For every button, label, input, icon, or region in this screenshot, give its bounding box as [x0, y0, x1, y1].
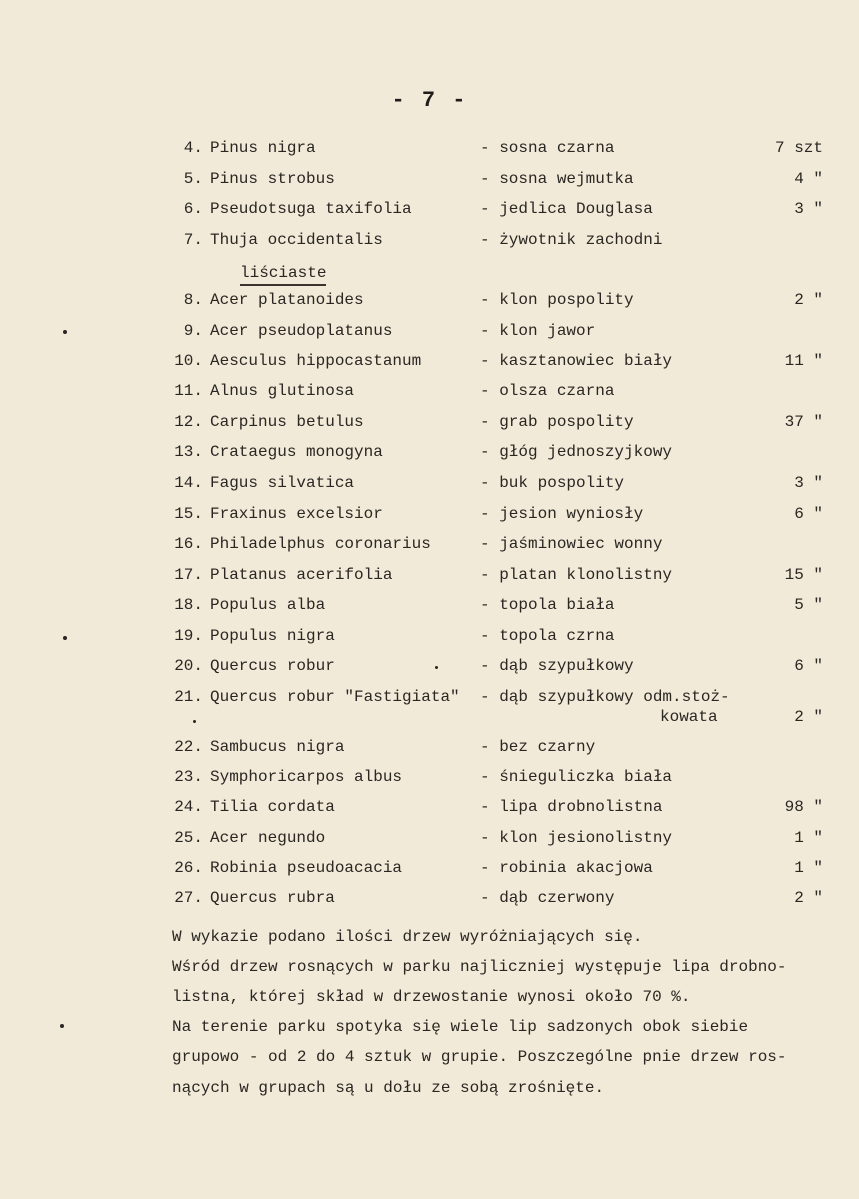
latin-name: Philadelphus coronarius [210, 535, 431, 553]
row-number: 19. [174, 627, 203, 645]
polish-name: - klon pospolity [480, 291, 634, 309]
tree-count: 98 " [784, 798, 823, 816]
paragraph-line: nących w grupach są u dołu ze sobą zrośnięte. [172, 1079, 605, 1097]
row-number: 5. [183, 170, 203, 188]
row-number: 27. [174, 889, 203, 907]
species-row [0, 139, 859, 165]
species-row [0, 413, 859, 439]
polish-name: - klon jawor [480, 322, 596, 340]
paragraph-line: Wśród drzew rosnących w parku najliczniej występuje lipa drobno- [172, 958, 787, 976]
row-number: 8. [183, 291, 203, 309]
row-number: 13. [174, 443, 203, 461]
tree-count: 3 " [794, 474, 823, 492]
latin-name: Acer negundo [210, 829, 326, 847]
species-row [0, 657, 859, 683]
tree-count: 1 " [794, 829, 823, 847]
row-number: 15. [174, 505, 203, 523]
polish-name: - topola biała [480, 596, 615, 614]
latin-name: Symphoricarpos albus [210, 768, 403, 786]
species-row [0, 859, 859, 885]
latin-name: Robinia pseudoacacia [210, 859, 403, 877]
species-row [0, 474, 859, 500]
row-number: 26. [174, 859, 203, 877]
polish-name: - grab pospolity [480, 413, 634, 431]
species-row [0, 170, 859, 196]
latin-name: Pinus nigra [210, 139, 316, 157]
species-row [0, 382, 859, 408]
latin-name: Pinus strobus [210, 170, 335, 188]
polish-name: - platan klonolistny [480, 566, 673, 584]
row-number: 9. [183, 322, 203, 340]
row-number: 12. [174, 413, 203, 431]
polish-name: - śnieguliczka biała [480, 768, 673, 786]
row-number: 4. [183, 139, 203, 157]
species-row [0, 291, 859, 317]
punch-mark [60, 1024, 64, 1028]
row-number: 24. [174, 798, 203, 816]
latin-name: Fagus silvatica [210, 474, 355, 492]
row-number: 21. [174, 688, 203, 706]
tree-count: 37 " [784, 413, 823, 431]
row-number: 16. [174, 535, 203, 553]
latin-name: Acer platanoides [210, 291, 364, 309]
paragraph-line: grupowo - od 2 do 4 sztuk w grupie. Poszczególne pnie drzew ros- [172, 1048, 787, 1066]
species-row [0, 596, 859, 622]
tree-count: 11 " [784, 352, 823, 370]
punch-mark [63, 330, 67, 334]
row-number: 20. [174, 657, 203, 675]
tree-count: 4 " [794, 170, 823, 188]
tree-count: 1 " [794, 859, 823, 877]
polish-name: - bez czarny [480, 738, 596, 756]
polish-name: - kasztanowiec biały [480, 352, 673, 370]
polish-name: - lipa drobnolistna [480, 798, 663, 816]
latin-name: Platanus acerifolia [210, 566, 393, 584]
species-row [0, 566, 859, 592]
latin-name: Fraxinus excelsior [210, 505, 383, 523]
row-number: 22. [174, 738, 203, 756]
paragraph-line: Na terenie parku spotyka się wiele lip sadzonych obok siebie [172, 1018, 749, 1036]
row-number: 6. [183, 200, 203, 218]
latin-name: Crataegus monogyna [210, 443, 383, 461]
polish-name: - żywotnik zachodni [480, 231, 663, 249]
stray-dot [435, 666, 438, 669]
species-row [0, 231, 859, 257]
stray-dot [193, 720, 196, 723]
polish-name: - głóg jednoszyjkowy [480, 443, 673, 461]
polish-name: - jaśminowiec wonny [480, 535, 663, 553]
row-number: 18. [174, 596, 203, 614]
row-number: 23. [174, 768, 203, 786]
tree-count: 5 " [794, 596, 823, 614]
page-number: - 7 - [391, 88, 468, 113]
paragraph-line: listna, której skład w drzewostanie wynosi około 70 %. [172, 988, 691, 1006]
latin-name: Aesculus hippocastanum [210, 352, 422, 370]
latin-name: Thuja occidentalis [210, 231, 383, 249]
section-heading: liściaste [240, 264, 326, 286]
tree-count: 2 " [794, 291, 823, 309]
species-row [0, 829, 859, 855]
latin-name: Quercus rubra [210, 889, 335, 907]
species-row [0, 627, 859, 653]
latin-name: Quercus robur "Fastigiata" [210, 688, 460, 706]
species-row [0, 889, 859, 915]
tree-count: 3 " [794, 200, 823, 218]
row-number: 25. [174, 829, 203, 847]
species-row [0, 535, 859, 561]
latin-name: Alnus glutinosa [210, 382, 355, 400]
row21-continuation [0, 708, 859, 734]
tree-count: 2 " [794, 708, 823, 726]
polish-name: - jedlica Douglasa [480, 200, 653, 218]
latin-name: Populus nigra [210, 627, 335, 645]
species-row [0, 505, 859, 531]
polish-name: - olsza czarna [480, 382, 615, 400]
latin-name: Quercus robur [210, 657, 335, 675]
polish-name: - sosna czarna [480, 139, 615, 157]
polish-name: - dąb szypułkowy odm.stoż- [480, 688, 730, 706]
species-row [0, 768, 859, 794]
species-row [0, 798, 859, 824]
species-row [0, 443, 859, 469]
latin-name: Sambucus nigra [210, 738, 345, 756]
row-number: 11. [174, 382, 203, 400]
polish-name: - dąb szypułkowy [480, 657, 634, 675]
punch-mark [63, 636, 67, 640]
species-row [0, 200, 859, 226]
row-number: 7. [183, 231, 203, 249]
tree-count: 7 szt [774, 139, 823, 157]
row-number: 14. [174, 474, 203, 492]
polish-name-continuation: kowata [660, 708, 718, 726]
tree-count: 6 " [794, 505, 823, 523]
latin-name: Pseudotsuga taxifolia [210, 200, 412, 218]
latin-name: Populus alba [210, 596, 326, 614]
latin-name: Carpinus betulus [210, 413, 364, 431]
polish-name: - klon jesionolistny [480, 829, 673, 847]
polish-name: - robinia akacjowa [480, 859, 653, 877]
polish-name: - sosna wejmutka [480, 170, 634, 188]
tree-count: 15 " [784, 566, 823, 584]
paragraph-line: W wykazie podano ilości drzew wyróżniających się. [172, 928, 643, 946]
species-row [0, 322, 859, 348]
polish-name: - dąb czerwony [480, 889, 615, 907]
tree-count: 6 " [794, 657, 823, 675]
species-row [0, 352, 859, 378]
polish-name: - topola czrna [480, 627, 615, 645]
polish-name: - buk pospolity [480, 474, 625, 492]
row-number: 10. [174, 352, 203, 370]
latin-name: Acer pseudoplatanus [210, 322, 393, 340]
polish-name: - jesion wyniosły [480, 505, 644, 523]
row-number: 17. [174, 566, 203, 584]
species-row [0, 738, 859, 764]
tree-count: 2 " [794, 889, 823, 907]
latin-name: Tilia cordata [210, 798, 335, 816]
